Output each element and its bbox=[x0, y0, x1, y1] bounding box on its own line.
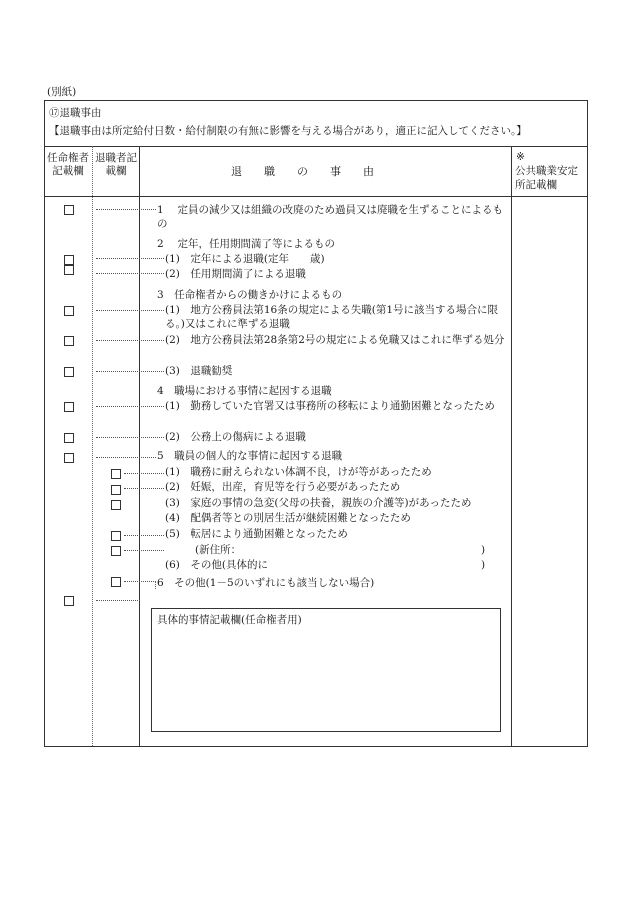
leader-3-1 bbox=[96, 310, 164, 311]
reason-item-2-2: (2) 任用期間満了による退職 bbox=[165, 268, 306, 280]
table-top-border bbox=[44, 100, 588, 101]
appointer-checkbox-3-1[interactable] bbox=[64, 306, 74, 316]
appointer-checkbox-2-2[interactable] bbox=[64, 265, 74, 275]
leader-5-2 bbox=[124, 488, 164, 489]
notice-text: 【退職事由は所定給付日数・給付制限の有無に影響を与える場合があり，適正に記入してください。】 bbox=[49, 125, 527, 137]
other-close-paren: ) bbox=[481, 559, 486, 571]
appointer-checkbox-2-1[interactable] bbox=[64, 255, 74, 265]
appointer-checkbox-3-3[interactable] bbox=[64, 367, 74, 377]
header-office-mark: ※ bbox=[516, 151, 525, 163]
leader-5-1 bbox=[124, 473, 164, 474]
reason-item-4-2: (2) 公務上の傷病による退職 bbox=[165, 431, 306, 443]
leader-3-3 bbox=[96, 371, 164, 372]
table-right-border bbox=[587, 100, 588, 747]
leader-5-6 bbox=[124, 550, 164, 551]
retiree-checkbox-5-3[interactable] bbox=[111, 500, 121, 510]
reason-item-5-2: (2) 妊娠，出産，育児等を行う必要があったため bbox=[165, 481, 401, 493]
col-divider-2 bbox=[139, 146, 140, 746]
reason-item-3-1: (1) 地方公務員法第16条の規定による失職(第1号に該当する場合に限る。)又はこれに準ずる退職 bbox=[165, 304, 499, 330]
retiree-checkbox-6[interactable] bbox=[111, 577, 121, 587]
reason-item-2: 2 定年，任用期間満了等によるもの bbox=[157, 238, 336, 250]
table-bottom-border bbox=[44, 746, 588, 747]
retiree-checkbox-5-2[interactable] bbox=[111, 485, 121, 495]
leader-4-1 bbox=[96, 406, 164, 407]
detail-box-label: 具体的事情記載欄(任命権者用) bbox=[157, 614, 302, 626]
attachment-label: (別紙) bbox=[47, 86, 77, 98]
appointer-checkbox-4-1[interactable] bbox=[64, 402, 74, 412]
appointer-checkbox-3-2[interactable] bbox=[64, 336, 74, 346]
leader-1 bbox=[96, 209, 156, 210]
leader-4-2 bbox=[96, 437, 164, 438]
retiree-checkbox-5-1[interactable] bbox=[111, 469, 121, 479]
reason-item-5-5: (5) 転居により通勤困難となったため bbox=[165, 528, 348, 540]
header-office: 公共職業安定所記載欄 bbox=[515, 165, 578, 191]
reason-item-5: 5 職員の個人的な事情に起因する退職 bbox=[157, 450, 343, 462]
leader-6-appointer bbox=[96, 600, 140, 601]
appointer-checkbox-5[interactable] bbox=[64, 453, 74, 463]
leader-5-5 bbox=[124, 535, 164, 536]
retiree-checkbox-5-6[interactable] bbox=[111, 546, 121, 556]
reason-item-4-1: (1) 勤務していた官署又は事務所の移転により通勤困難となったため bbox=[165, 400, 495, 412]
reason-item-3-2: (2) 地方公務員法第28条第2号の規定による免職又はこれに準ずる処分 bbox=[165, 334, 505, 346]
leader-2-1 bbox=[96, 258, 164, 259]
reason-item-6: 6 その他(1－5のいずれにも該当しない場合) bbox=[157, 577, 375, 589]
leader-3-2 bbox=[96, 340, 164, 341]
other-detail-field[interactable] bbox=[285, 558, 478, 570]
col-divider-1 bbox=[92, 146, 93, 746]
reason-item-5-4: (4) 配偶者等との別居生活が継続困難となったため bbox=[165, 512, 411, 524]
reason-item-4: 4 職場における事情に起因する退職 bbox=[157, 385, 332, 397]
reason-item-1: 1 定員の減少又は組織の改廃のため過員又は廃職を生ずることによるもの bbox=[157, 204, 504, 230]
appointer-checkbox-6[interactable] bbox=[64, 596, 74, 606]
address-close-paren: ) bbox=[481, 544, 486, 556]
new-address-field[interactable] bbox=[283, 543, 478, 555]
header-retiree: 退職者記載欄 bbox=[95, 152, 137, 177]
reason-item-2-1: (1) 定年による退職(定年 歳) bbox=[165, 253, 325, 265]
appointer-checkbox-4-2[interactable] bbox=[64, 433, 74, 443]
reason-item-3: 3 任命権者からの働きかけによるもの bbox=[157, 289, 343, 301]
reason-item-3-3: (3) 退職勧奨 bbox=[165, 365, 233, 377]
leader-6-connector bbox=[155, 581, 156, 589]
leader-6-retiree bbox=[124, 581, 156, 582]
col-divider-3 bbox=[511, 146, 512, 746]
section-title: ⑰退職事由 bbox=[49, 107, 102, 119]
reason-item-5-5-address-label: (新住所： bbox=[195, 544, 242, 556]
appointer-checkbox-1[interactable] bbox=[64, 205, 74, 215]
leader-5 bbox=[96, 457, 156, 458]
header-reason: 退 職 の 事 由 bbox=[231, 165, 374, 178]
header-bottom-line bbox=[44, 196, 588, 197]
header-appointer: 任命権者記載欄 bbox=[47, 152, 89, 177]
table-left-border bbox=[44, 100, 45, 747]
leader-2-2 bbox=[96, 273, 164, 274]
detail-box[interactable] bbox=[151, 608, 501, 732]
retiree-checkbox-5-5[interactable] bbox=[111, 531, 121, 541]
header-top-line bbox=[44, 146, 588, 147]
reason-item-5-6: (6) その他(具体的に bbox=[165, 559, 268, 571]
reason-item-5-1: (1) 職務に耐えられない体調不良，けが等があったため bbox=[165, 466, 432, 478]
reason-item-5-3: (3) 家庭の事情の急変(父母の扶養，親族の介護等)があったため bbox=[165, 497, 472, 509]
